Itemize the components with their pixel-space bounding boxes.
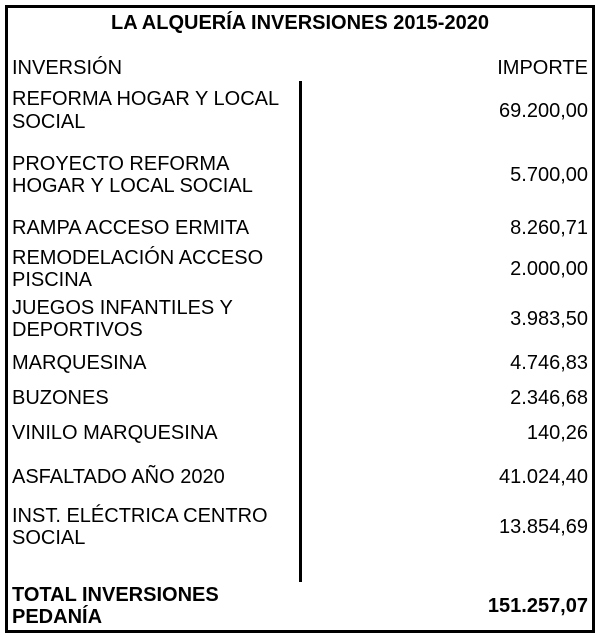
table-row xyxy=(8,81,592,140)
table-row xyxy=(8,245,592,292)
row-concept: MARQUESINA xyxy=(8,346,300,381)
total-amount: 151.257,07 xyxy=(300,582,592,630)
row-amount xyxy=(300,551,592,583)
row-concept: JUEGOS INFANTILES Y DEPORTIVOS xyxy=(8,293,300,346)
total-label: TOTAL INVERSIONES PEDANÍA xyxy=(8,582,300,630)
table-row xyxy=(8,503,592,550)
row-concept xyxy=(8,551,300,583)
row-concept: VINILO MARQUESINA xyxy=(8,415,300,450)
table-row xyxy=(8,380,592,415)
column-header-cell xyxy=(8,39,592,81)
column-header-concept: INVERSIÓN xyxy=(12,56,123,79)
row-concept: REMODELACIÓN ACCESO PISCINA xyxy=(8,245,300,292)
table-row xyxy=(8,210,592,245)
table-row xyxy=(8,415,592,450)
table-row xyxy=(8,450,592,503)
row-concept: RAMPA ACCESO ERMITA xyxy=(8,210,300,245)
row-amount: 2.346,68 xyxy=(300,380,592,415)
row-concept: BUZONES xyxy=(8,380,300,415)
row-amount: 4.746,83 xyxy=(300,346,592,381)
row-amount: 41.024,40 xyxy=(300,450,592,503)
row-amount: 13.854,69 xyxy=(300,503,592,550)
investments-table xyxy=(8,8,592,630)
row-amount: 5.700,00 xyxy=(300,140,592,210)
row-amount: 2.000,00 xyxy=(300,245,592,292)
row-concept: INST. ELÉCTRICA CENTRO SOCIAL xyxy=(8,503,300,550)
row-concept: PROYECTO REFORMA HOGAR Y LOCAL SOCIAL xyxy=(8,140,300,210)
table-row xyxy=(8,140,592,210)
row-concept: REFORMA HOGAR Y LOCAL SOCIAL xyxy=(8,81,300,140)
column-header-amount: IMPORTE xyxy=(497,56,588,79)
table-row xyxy=(8,293,592,346)
row-amount: 8.260,71 xyxy=(300,210,592,245)
title-row xyxy=(8,8,592,39)
table-row xyxy=(8,346,592,381)
row-concept: ASFALTADO AÑO 2020 xyxy=(8,450,300,503)
row-amount: 69.200,00 xyxy=(300,81,592,140)
column-header-row xyxy=(8,39,592,81)
table-title: LA ALQUERÍA INVERSIONES 2015-2020 xyxy=(8,8,592,39)
investments-table-sheet xyxy=(5,5,595,633)
row-amount: 140,26 xyxy=(300,415,592,450)
total-row xyxy=(8,582,592,630)
row-amount: 3.983,50 xyxy=(300,293,592,346)
table-row-empty xyxy=(8,551,592,583)
